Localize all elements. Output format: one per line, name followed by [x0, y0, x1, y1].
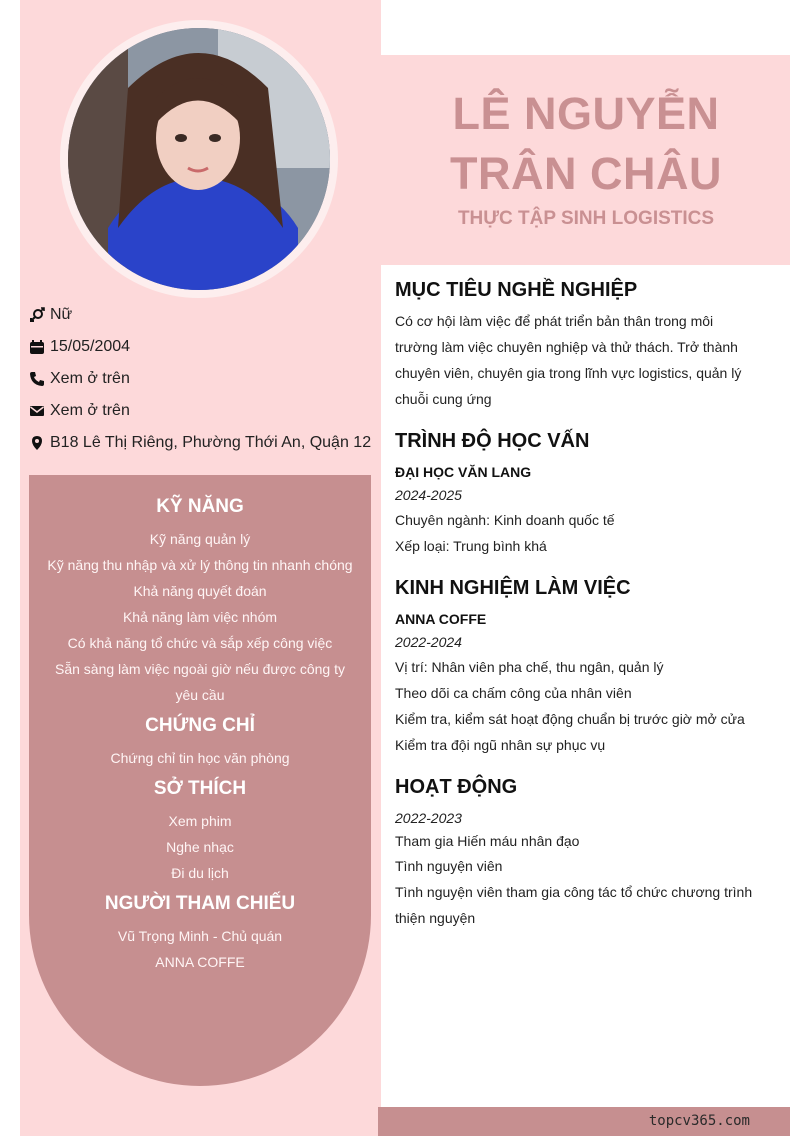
reference-item: Vũ Trọng Minh - Chủ quán: [117, 928, 283, 944]
objective-line: chuỗi cung ứng: [395, 391, 492, 407]
contact-gender: [28, 306, 373, 324]
hobby-item: Đi du lịch: [171, 865, 229, 881]
skills-heading: KỸ NĂNG: [156, 496, 244, 517]
objective-line: Có cơ hội làm việc để phát triển bản thân trong môi: [395, 313, 714, 329]
footer-bar: [378, 1107, 790, 1136]
activities-line: thiện nguyện: [395, 910, 476, 926]
activities-line: Tình nguyện viên tham gia công tác tổ chức chương trình: [395, 884, 753, 900]
hobbies-heading: SỞ THÍCH: [153, 778, 247, 799]
experience-line: Kiểm tra đội ngũ nhân sự phục vụ: [395, 737, 606, 753]
activities-period: 2022-2023: [395, 810, 462, 826]
contact-phone-text: Xem ở trên: [50, 370, 130, 387]
hobby-item: Nghe nhạc: [166, 839, 234, 855]
skill-item: Sẵn sàng làm việc ngoài giờ nếu được công ty: [54, 661, 345, 677]
education-heading: TRÌNH ĐỘ HỌC VẤN: [395, 430, 590, 452]
activities-heading: HOẠT ĐỘNG: [395, 776, 518, 798]
activities-line: Tình nguyện viên: [395, 858, 503, 874]
objective-line: trường làm việc chuyên nghiệp và thử thách. Trở thành: [395, 339, 738, 355]
references-heading: NGƯỜI THAM CHIẾU: [104, 893, 296, 914]
experience-line: Kiểm tra, kiểm sát hoạt động chuẩn bị trước giờ mở cửa: [395, 711, 745, 727]
location-pin-icon: [28, 434, 46, 452]
objective-line: chuyên viên, chuyên gia trong lĩnh vực logistics, quản lý: [395, 365, 742, 381]
gender-icon: [28, 306, 46, 324]
contact-birthday: [28, 338, 373, 356]
job-title: THỰC TẬP SINH LOGISTICS: [457, 208, 715, 229]
experience-line: Theo dõi ca chấm công của nhân viên: [395, 685, 632, 701]
skill-item: Có khả năng tổ chức và sắp xếp công việc: [67, 635, 333, 651]
activities-line: Tham gia Hiến máu nhân đạo: [395, 833, 580, 849]
skills-panel: [29, 475, 371, 1086]
education-period: 2024-2025: [395, 487, 462, 503]
phone-icon: [28, 370, 46, 388]
contact-email: [28, 402, 373, 420]
contact-phone: [28, 370, 373, 388]
calendar-icon: [28, 338, 46, 356]
hobby-item: Xem phim: [168, 813, 232, 829]
skill-item: Kỹ năng quản lý: [149, 531, 251, 547]
contact-address-text: B18 Lê Thị Riêng, Phường Thới An, Quận 12: [50, 434, 372, 451]
objective-heading: MỤC TIÊU NGHỀ NGHIỆP: [395, 279, 638, 301]
experience-period: 2022-2024: [395, 634, 462, 650]
avatar: [68, 28, 330, 290]
contact-birthday-text: 15/05/2004: [50, 338, 131, 355]
skill-item: Khả năng làm việc nhóm: [122, 609, 278, 625]
experience-company: ANNA COFFE: [395, 611, 487, 627]
education-line: Chuyên ngành: Kinh doanh quốc tế: [395, 512, 615, 528]
reference-item: ANNA COFFE: [155, 954, 245, 970]
skill-item: Khả năng quyết đoán: [133, 583, 267, 599]
envelope-icon: [28, 402, 46, 420]
experience-heading: KINH NGHIỆM LÀM VIỆC: [395, 577, 631, 599]
certificates-heading: CHỨNG CHỈ: [145, 715, 255, 736]
education-school: ĐẠI HỌC VĂN LANG: [395, 464, 532, 480]
contact-address: [28, 434, 373, 452]
education-line: Xếp loại: Trung bình khá: [395, 538, 547, 554]
certificate-item: Chứng chỉ tin học văn phòng: [110, 750, 290, 766]
experience-line: Vị trí: Nhân viên pha chế, thu ngân, quản lý: [395, 659, 664, 675]
skill-item: Kỹ năng thu nhập và xử lý thông tin nhanh chóng: [47, 557, 353, 573]
contact-gender-text: Nữ: [50, 306, 73, 323]
candidate-name: LÊ NGUYỄN TRÂN CHÂU: [450, 88, 722, 199]
skill-item: yêu cầu: [175, 687, 225, 703]
footer-watermark: topcv365.com: [648, 1113, 750, 1129]
contact-email-text: Xem ở trên: [50, 402, 130, 419]
